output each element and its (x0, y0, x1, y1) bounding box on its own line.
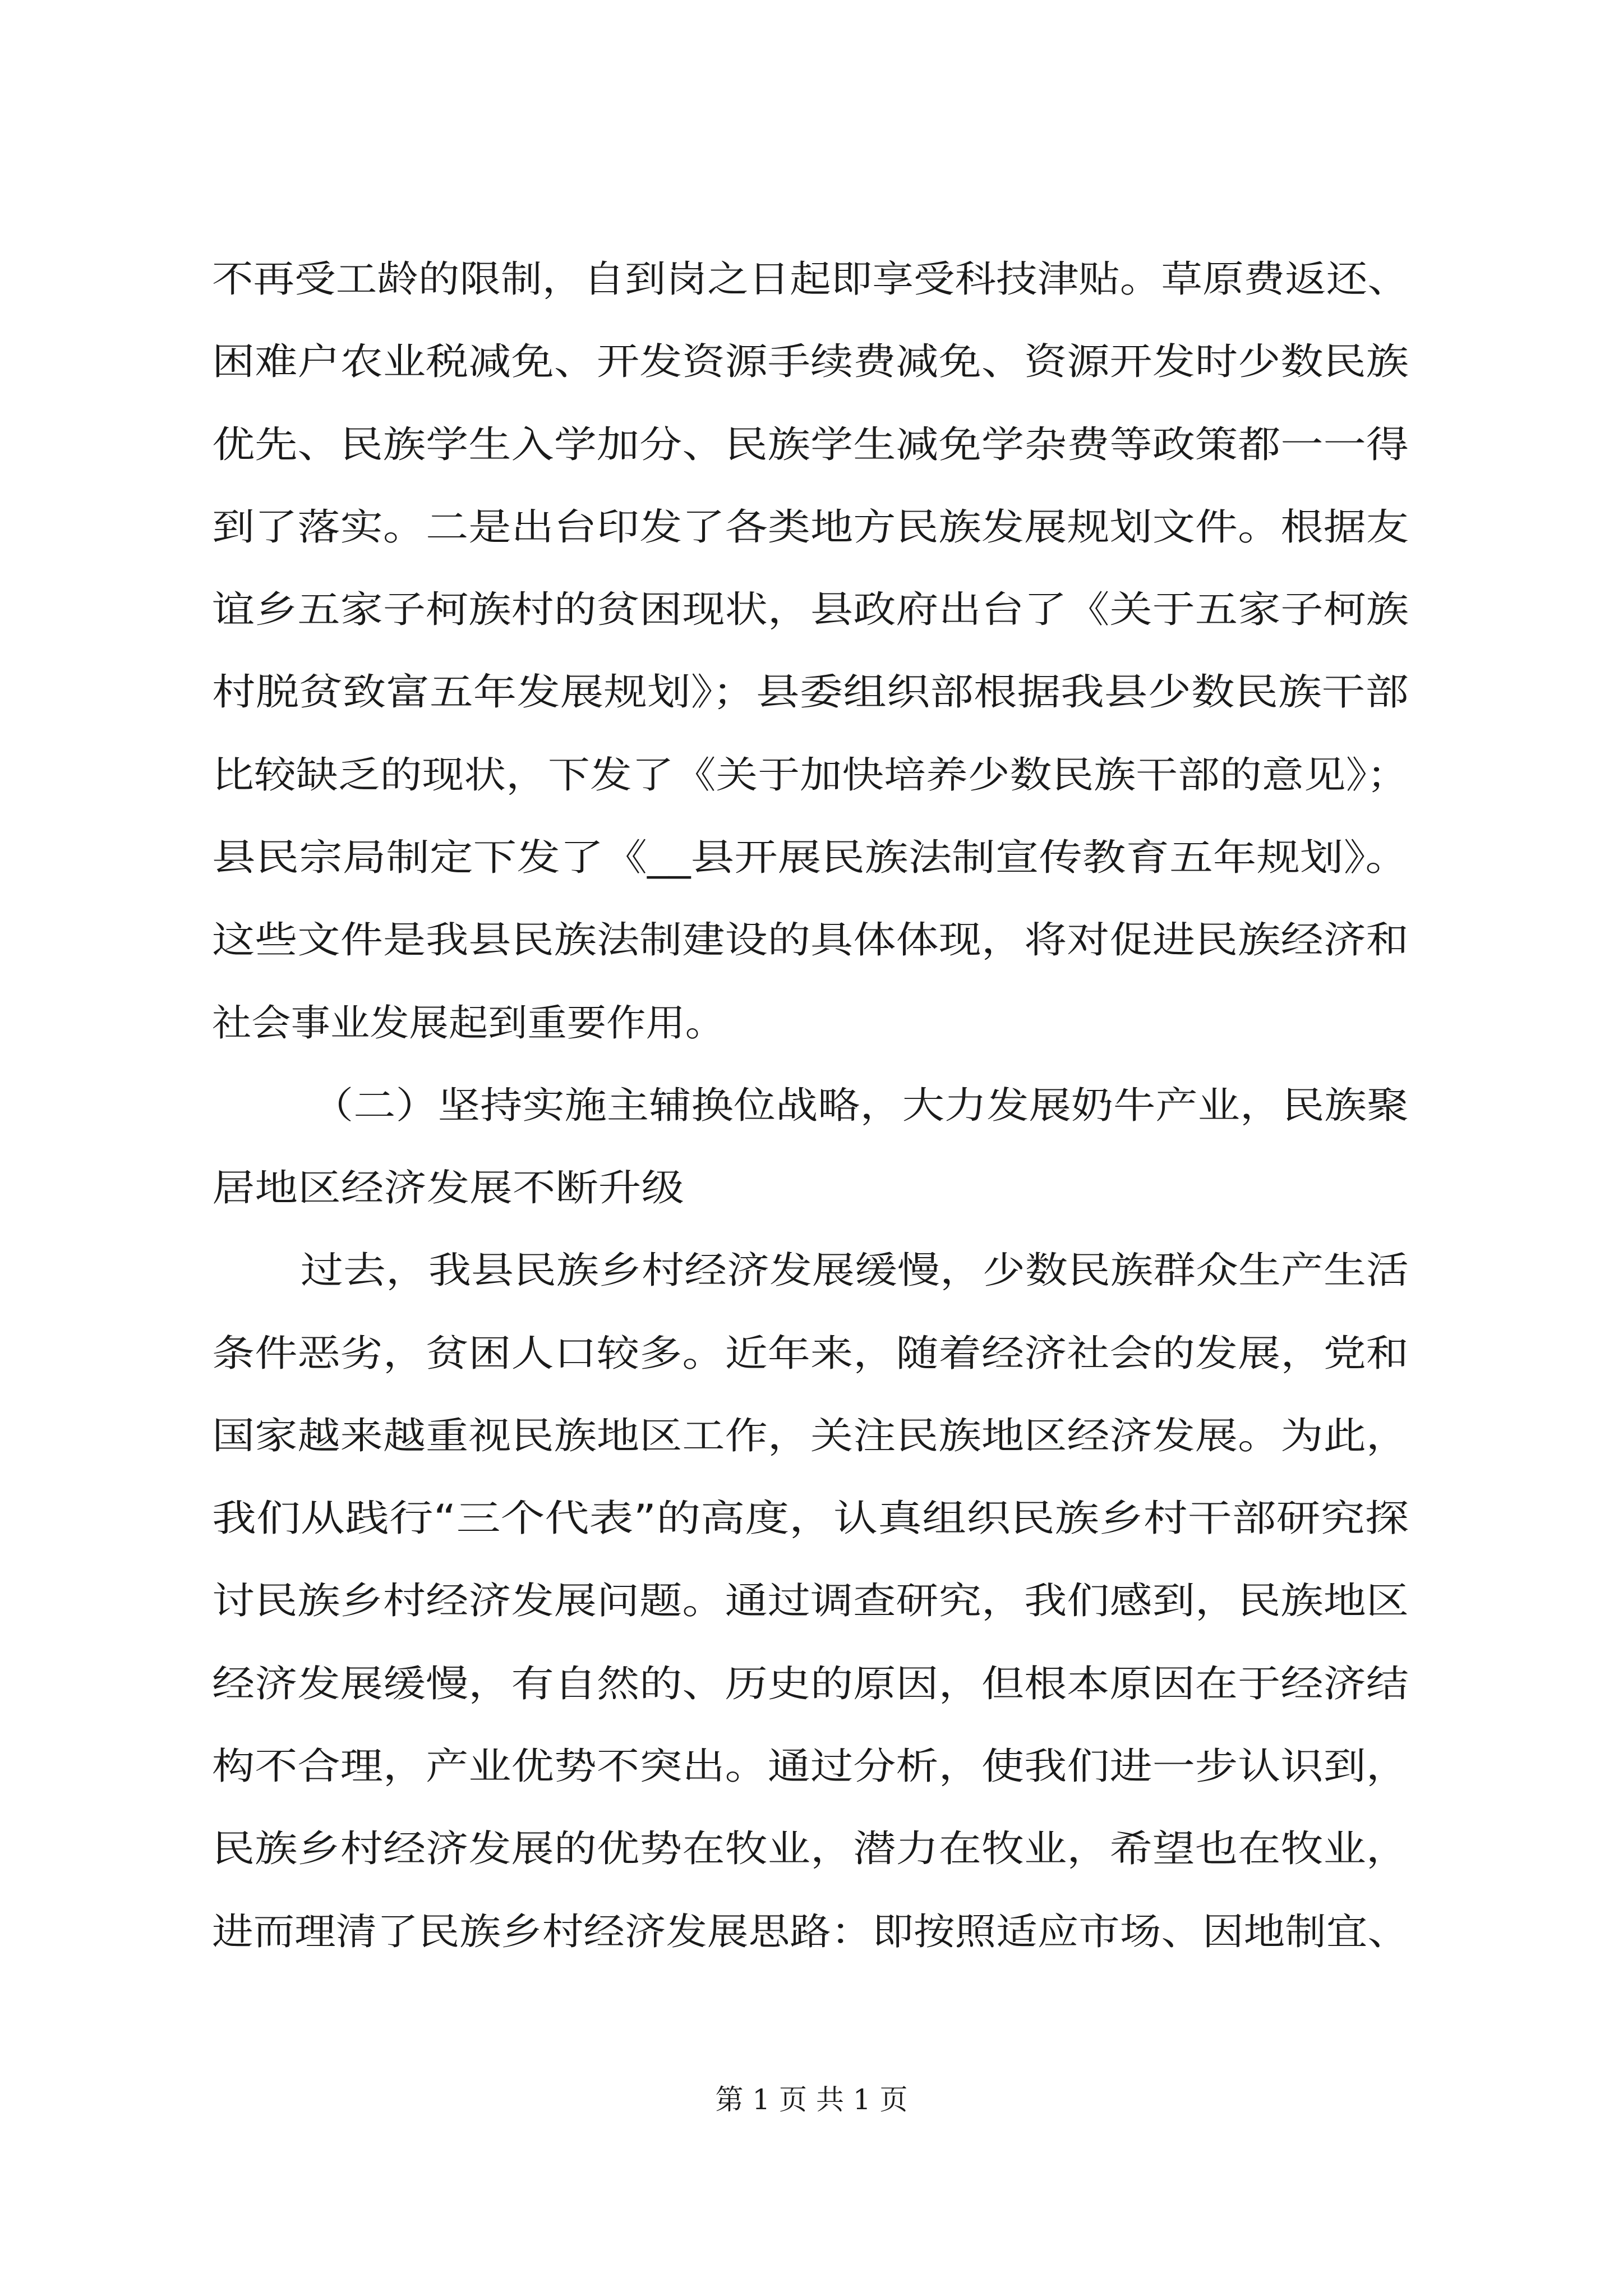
body-line: 这些文件是我县民族法制建设的具体体现，将对促进民族经济和 (212, 918, 1409, 961)
body-line: 国家越来越重视民族地区工作，关注民族地区经济发展。为此， (212, 1414, 1409, 1457)
body-line: 我们从践行“三个代表”的高度，认真组织民族乡村干部研究探 (212, 1497, 1409, 1540)
section-heading-line: 居地区经济发展不断升级 (212, 1166, 684, 1209)
body-line: 不再受工龄的限制，自到岗之日起即享受科技津贴。草原费返还、 (212, 257, 1409, 301)
body-line: 县民宗局制定下发了《__县开展民族法制宣传教育五年规划》。 (212, 836, 1409, 879)
body-line: 社会事业发展起到重要作用。 (212, 1001, 725, 1045)
body-line: 比较缺乏的现状，下发了《关于加快培养少数民族干部的意见》； (212, 753, 1409, 797)
body-line: 讨民族乡村经济发展问题。通过调查研究，我们感到，民族地区 (212, 1579, 1409, 1622)
body-line: 条件恶劣，贫困人口较多。近年来，随着经济社会的发展，党和 (212, 1332, 1409, 1375)
body-line: 构不合理，产业优势不突出。通过分析，使我们进一步认识到， (212, 1745, 1409, 1788)
body-line: 优先、民族学生入学加分、民族学生减免学杂费等政策都一一得 (212, 423, 1409, 466)
body-line: 困难户农业税减免、开发资源手续费减免、资源开发时少数民族 (212, 340, 1409, 383)
body-line: 到了落实。二是出台印发了各类地方民族发展规划文件。根据友 (212, 505, 1409, 549)
body-line: 谊乡五家子柯族村的贫困现状，县政府出台了《关于五家子柯族 (212, 588, 1409, 631)
body-line: 进而理清了民族乡村经济发展思路：即按照适应市场、因地制宜、 (212, 1910, 1409, 1953)
page-footer: 第 1 页 共 1 页 (715, 2083, 908, 2116)
body-line: 过去，我县民族乡村经济发展缓慢，少数民族群众生产生活 (301, 1249, 1409, 1292)
body-line: 经济发展缓慢，有自然的、历史的原因，但根本原因在于经济结 (212, 1662, 1409, 1705)
body-line: 村脱贫致富五年发展规划》；县委组织部根据我县少数民族干部 (212, 670, 1409, 714)
section-heading-line: （二）坚持实施主辅换位战略，大力发展奶牛产业，民族聚 (311, 1084, 1409, 1127)
body-line: 民族乡村经济发展的优势在牧业，潜力在牧业，希望也在牧业， (212, 1827, 1409, 1870)
